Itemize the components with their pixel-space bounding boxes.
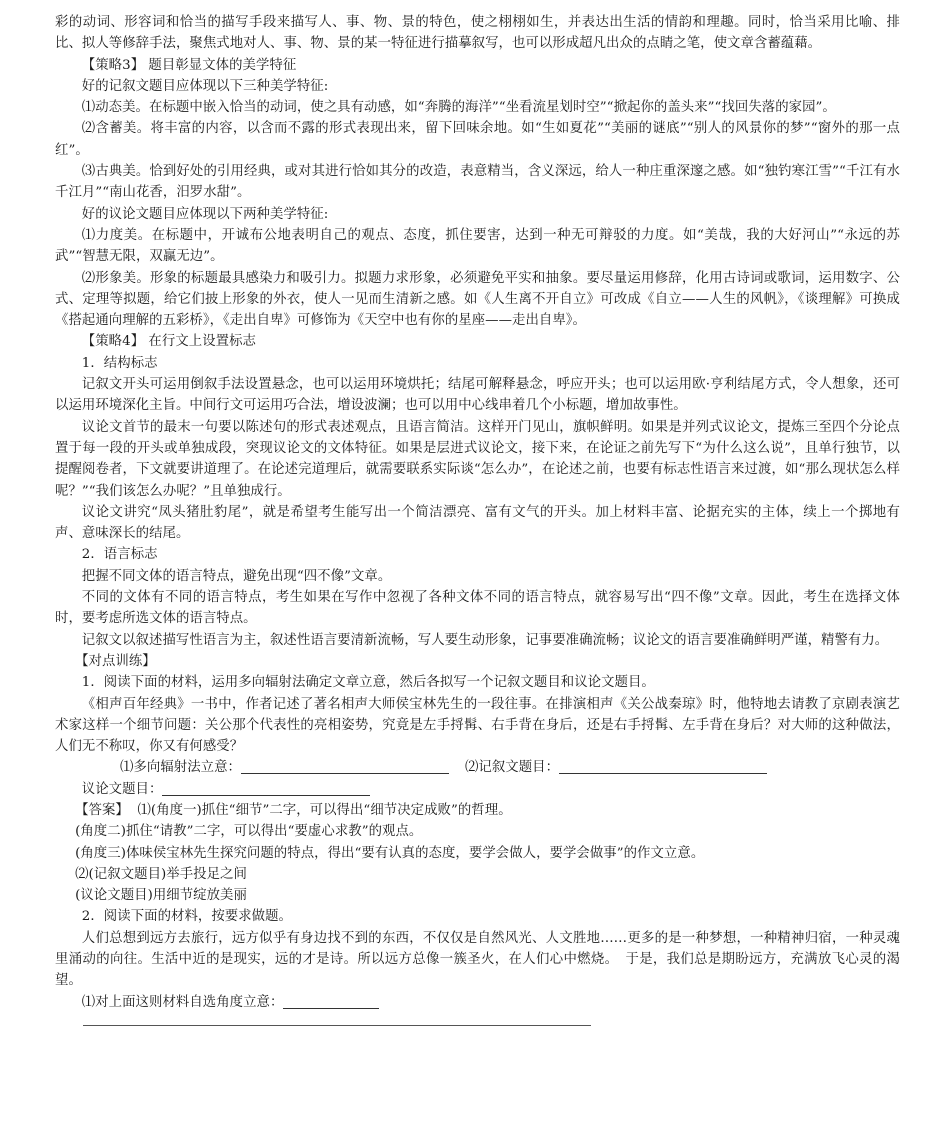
answer-line: ⑴(角度一)抓住“细节”二字，可以得出“细节决定成败”的哲理。 bbox=[137, 802, 512, 818]
paragraph: 好的议论文题目应体现以下两种美学特征: bbox=[81, 206, 329, 222]
paragraph: ⑴力度美。在标题中，开诚布公地表明自己的观点、态度，抓住要害，达到一种无可辩驳的力度。如“美哉，我的大好河山”“永远的苏武”“智慧无限，双赢无边”。 bbox=[55, 227, 900, 265]
paragraph: 彩的动词、形容词和恰当的描写手段来描写人、事、物、景的特色，使之栩栩如生，并表达出生活的情韵和理趣。同时，恰当采用比喻、排比、拟人等修辞手法，聚焦式地对人、事、物、景的某一特征进行描摹叙写，也可以形成超凡出众的点睛之笔，使文章含蓄蕴藉。 bbox=[55, 15, 900, 52]
q1-sub1-answer-blank[interactable] bbox=[241, 759, 449, 774]
strategy-3-heading: 【策略3】 题目彰显文体的美学特征 bbox=[81, 57, 297, 73]
q1-sub2-answer-blank[interactable] bbox=[559, 759, 767, 774]
paragraph: 记叙文开头可运用倒叙手法设置悬念，也可以运用环境烘托；结尾可解释悬念，呼应开头；也可以运用欧·亨利结尾方式，令人想象，还可以运用环境深化主旨。中间行文可运用巧合法，增设波澜；也可以用中心线串着几个小标题，增加故事性。 bbox=[55, 377, 900, 414]
answer-first-line bbox=[55, 800, 900, 821]
question-1-argument-title-row bbox=[55, 779, 900, 800]
q1-sub2-label: ⑵记叙文题目： bbox=[464, 760, 560, 776]
paragraph: 记叙文以叙述描写性语言为主，叙述性语言要清新流畅，写人要生动形象，记事要准确流畅；议论文的语言要准确鲜明严谨，精警有力。 bbox=[81, 632, 889, 648]
section-heading: 2．语言标志 bbox=[81, 547, 158, 563]
question-2-sub1-row bbox=[55, 992, 900, 1013]
q2-answer-line[interactable] bbox=[83, 1025, 591, 1026]
q1-argument-answer-blank[interactable] bbox=[162, 781, 370, 796]
answer-label: 【答案】 bbox=[75, 802, 129, 818]
paragraph: 议论文首节的最末一句要以陈述句的形式表述观点，且语言简洁。这样开门见山，旗帜鲜明。如果是并列式议论文，提炼三至四个分论点置于每一段的开头或单独成段，突现议论文的文体特征。如果是层进式议论文，接下来，在论证之前先写下“为什么这么说”，且单行独节，以提醒阅卷者，下文就要讲道理了。在论述完道理后，就需要联系实际谈“怎么办”，在论述之前，也要有标志性语言来过渡，如“那么现状怎么样呢？”“我们该怎么办呢？”且单独成行。 bbox=[55, 419, 900, 499]
paragraph: 不同的文体有不同的语言特点，考生如果在写作中忽视了各种文体不同的语言特点，就容易写出“四不像”文章。因此，考生在选择文体时，要考虑所选文体的语言特点。 bbox=[55, 590, 900, 627]
answer-line: ⑵(记叙文题目)举手投足之间 bbox=[75, 866, 247, 882]
answer-line: (角度三)体味侯宝林先生探究问题的特点，得出“要有认真的态度，要学会做人，要学会做事”的作文立意。 bbox=[75, 845, 705, 861]
q2-sub1-answer-blank[interactable] bbox=[283, 994, 379, 1009]
question-2-material: 人们总想到远方去旅行，远方似乎有身边找不到的东西，不仅仅是自然风光、人文胜地……更多的是一种梦想，一种精神归宿，一种灵魂里涌动的向往。生活中近的是现实，远的才是诗。所以远方总像一簇圣火，在人们心中燃烧。 于是，我们总是期盼远方，充满放飞心灵的渴望。 bbox=[55, 930, 900, 989]
document-page bbox=[55, 12, 900, 1026]
section-heading: 1．结构标志 bbox=[81, 355, 158, 371]
paragraph: ⑵形象美。形象的标题最具感染力和吸引力。拟题力求形象，必须避免平实和抽象。要尽量运用修辞，化用古诗词或歌词，运用数字、公式、定理等拟题，给它们披上形象的外衣，使人一见而生清新之感。如《人生离不开自立》可改成《自立——人生的风帆》，《谈理解》可换成《搭起通向理解的五彩桥》，《走出自卑》可修饰为《天空中也有你的星座——走出自卑》。 bbox=[55, 270, 900, 329]
paragraph: ⑵含蓄美。将丰富的内容，以含而不露的形式表现出来，留下回味余地。如“生如夏花”“美丽的谜底”“别人的风景你的梦”“窗外的那一点红”。 bbox=[55, 121, 900, 158]
question-1-material: 《相声百年经典》一书中，作者记述了著名相声大师侯宝林先生的一段往事。在排演相声《关公战秦琼》时，他特地去请教了京剧表演艺术家这样一个细节问题：关公那个代表性的亮相姿势，究竟是左手捋髯、右手背在身后，还是右手捋髯、左手背在身后？对大师的这种做法，人们无不称叹，你又有何感受？ bbox=[55, 696, 900, 755]
training-heading: 【对点训练】 bbox=[75, 653, 156, 669]
strategy-4-heading: 【策略4】 在行文上设置标志 bbox=[81, 334, 256, 350]
question-1-title: 1．阅读下面的材料，运用多向辐射法确定文章立意，然后各拟写一个记叙文题目和议论文题目。 bbox=[81, 675, 655, 691]
q1-sub1-label: ⑴多向辐射法立意： bbox=[120, 760, 241, 776]
question-1-blanks-row bbox=[55, 757, 900, 778]
paragraph: 好的记叙文题目应体现以下三种美学特征: bbox=[81, 78, 329, 94]
paragraph: ⑶古典美。恰到好处的引用经典，或对其进行恰如其分的改造，表意精当，含义深远，给人一种庄重深邃之感。如“独钓寒江雪”“千江有水千江月”“南山花香，汨罗水甜”。 bbox=[55, 164, 900, 201]
answer-line: (议论文题目)用细节绽放美丽 bbox=[75, 888, 247, 904]
q2-sub1-label: ⑴对上面这则材料自选角度立意： bbox=[81, 994, 284, 1010]
answer-line: (角度二)抓住“请教”二字，可以得出“要虚心求教”的观点。 bbox=[75, 824, 423, 840]
question-2-title: 2．阅读下面的材料，按要求做题。 bbox=[81, 909, 292, 925]
q1-argument-label: 议论文题目： bbox=[81, 781, 163, 797]
paragraph: 议论文讲究“凤头猪肚豹尾”，就是希望考生能写出一个简洁漂亮、富有文气的开头。加上材料丰富、论据充实的主体，续上一个掷地有声、意味深长的结尾。 bbox=[55, 504, 900, 542]
paragraph: ⑴动态美。在标题中嵌入恰当的动词，使之具有动感，如“奔腾的海洋”“坐看流星划时空”“掀起你的盖头来”“找回失落的家园”。 bbox=[81, 100, 836, 116]
paragraph: 把握不同文体的语言特点，避免出现“四不像”文章。 bbox=[81, 568, 392, 584]
